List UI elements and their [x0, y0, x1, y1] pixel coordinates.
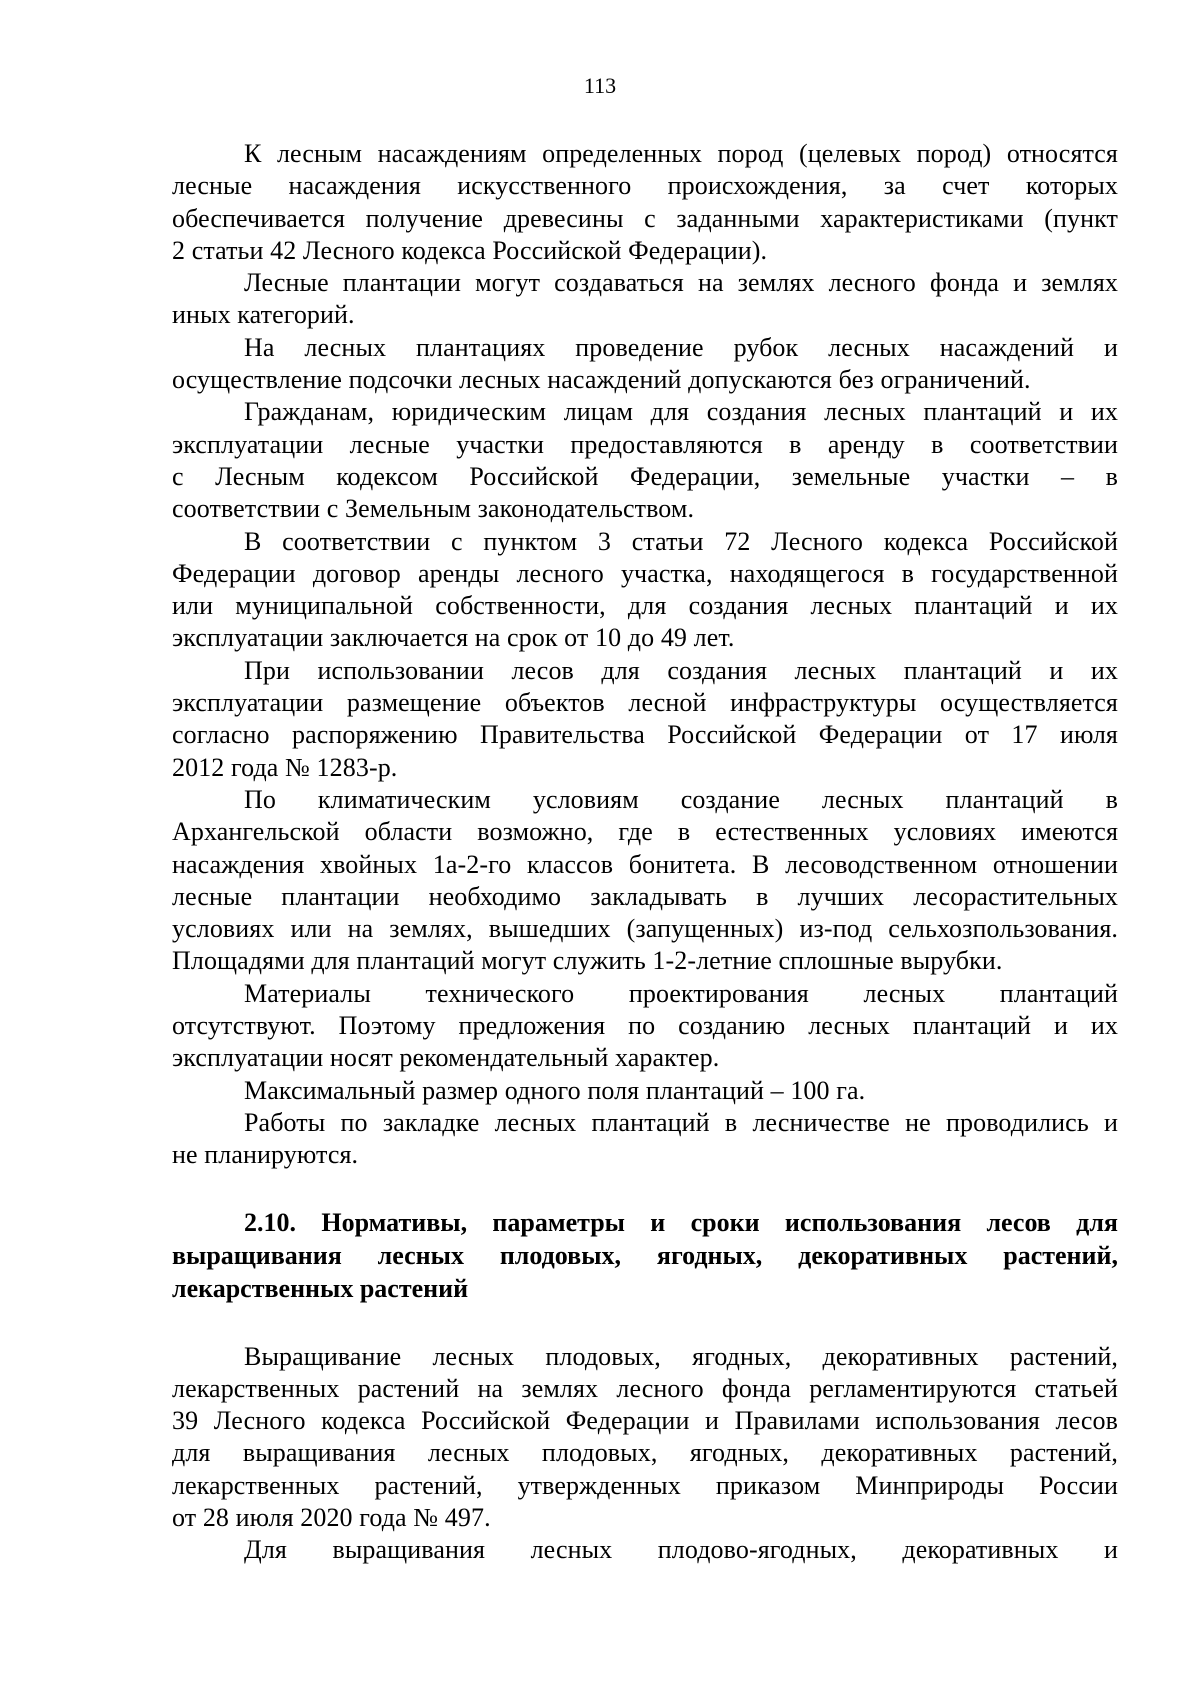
paragraph-line: от 28 июля 2020 года № 497.	[172, 1502, 491, 1532]
paragraph-line: лекарственных растений на землях лесного фонда регламентируются статьей	[172, 1373, 1118, 1403]
paragraph-line: К лесным насаждениям определенных пород (целевых пород) относятся	[244, 139, 1118, 168]
paragraph	[172, 1534, 1118, 1566]
heading-line: выращивания лесных плодовых, ягодных, декоративных растений,	[172, 1240, 1118, 1270]
paragraph	[172, 1075, 1118, 1107]
paragraph-line: Лесные плантации могут создаваться на землях лесного фонда и землях	[244, 268, 1118, 298]
paragraph-line: эксплуатации заключается на срок от 10 до 49 лет.	[172, 623, 735, 653]
paragraph-line: Архангельской области возможно, где в естественных условиях имеются	[172, 817, 1118, 847]
paragraph-line: Максимальный размер одного поля плантаций – 100 га.	[244, 1075, 866, 1105]
paragraph-line: иных категорий.	[172, 300, 355, 330]
paragraph	[172, 655, 1118, 784]
paragraph-line: При использовании лесов для создания лесных плантаций и их	[244, 655, 1118, 685]
paragraph	[172, 978, 1118, 1075]
paragraph	[172, 332, 1118, 397]
paragraph-line: для выращивания лесных плодовых, ягодных, декоративных растений,	[172, 1438, 1118, 1468]
paragraph	[172, 138, 1118, 267]
paragraph-line: Гражданам, юридическим лицам для создания лесных плантаций и их	[244, 397, 1118, 427]
paragraph-line: насаждения хвойных 1а-2-го классов бонитета. В лесоводственном отношении	[172, 849, 1118, 879]
paragraph-line: Выращивание лесных плодовых, ягодных, декоративных растений,	[244, 1341, 1118, 1371]
paragraph-line: Федерации договор аренды лесного участка, находящегося в государственной	[172, 558, 1118, 588]
paragraph	[172, 267, 1118, 332]
paragraph-line: 2012 года № 1283-р.	[172, 752, 398, 782]
paragraph-line: эксплуатации лесные участки предоставляются в аренду в соответствии	[172, 429, 1118, 459]
paragraph-line: Работы по закладке лесных плантаций в лесничестве не проводились и	[244, 1107, 1118, 1137]
paragraph-line: соответствии с Земельным законодательством.	[172, 494, 695, 524]
paragraph-line: отсутствуют. Поэтому предложения по созданию лесных плантаций и их	[172, 1011, 1118, 1041]
heading-line: 2.10. Нормативы, параметры и сроки использования лесов для	[244, 1207, 1118, 1237]
paragraph-line: Площадями для плантаций могут служить 1-2-летние сплошные вырубки.	[172, 946, 1003, 976]
paragraph-line: лесные плантации необходимо закладывать в лучших лесорастительных	[172, 881, 1118, 911]
paragraph	[172, 1107, 1118, 1172]
page-number: 113	[583, 73, 617, 98]
paragraph-line: лекарственных растений, утвержденных приказом Минприроды России	[172, 1470, 1118, 1500]
paragraph-line: 2 статьи 42 Лесного кодекса Российской Федерации).	[172, 235, 768, 265]
paragraph-line: осуществление подсочки лесных насаждений допускаются без ограничений.	[172, 365, 1031, 395]
paragraph-line: По климатическим условиям создание лесных плантаций в	[244, 784, 1118, 814]
paragraph-line: 39 Лесного кодекса Российской Федерации и Правилами использования лесов	[172, 1406, 1118, 1436]
paragraph	[172, 1341, 1118, 1535]
section-spacer	[172, 1305, 1118, 1341]
paragraph-line: лесные насаждения искусственного происхождения, за счет которых	[172, 171, 1118, 201]
heading-line: лекарственных растений	[172, 1273, 469, 1303]
paragraph-line: В соответствии с пунктом 3 статьи 72 Лесного кодекса Российской	[244, 526, 1118, 556]
paragraph-line: Для выращивания лесных плодово-ягодных, декоративных и	[244, 1535, 1118, 1565]
paragraph	[172, 526, 1118, 655]
paragraph-line: обеспечивается получение древесины с заданными характеристиками (пункт	[172, 203, 1118, 233]
paragraph-line: Материалы технического проектирования лесных плантаций	[244, 978, 1118, 1008]
paragraph	[172, 784, 1118, 978]
document-body	[172, 138, 1118, 1567]
paragraph-line: или муниципальной собственности, для создания лесных плантаций и их	[172, 591, 1118, 621]
paragraph-line: эксплуатации носят рекомендательный характер.	[172, 1043, 720, 1073]
paragraph-line: не планируются.	[172, 1140, 359, 1170]
paragraph-line: с Лесным кодексом Российской Федерации, земельные участки – в	[172, 461, 1118, 491]
paragraph-line: согласно распоряжению Правительства Российской Федерации от 17 июля	[172, 720, 1118, 750]
paragraph-line: На лесных плантациях проведение рубок лесных насаждений и	[244, 332, 1118, 362]
paragraph-line: условиях или на землях, вышедших (запущенных) из-под сельхозпользования.	[172, 914, 1118, 944]
paragraph-line: эксплуатации размещение объектов лесной инфраструктуры осуществляется	[172, 688, 1118, 718]
paragraph	[172, 396, 1118, 525]
section-heading	[172, 1206, 1118, 1305]
